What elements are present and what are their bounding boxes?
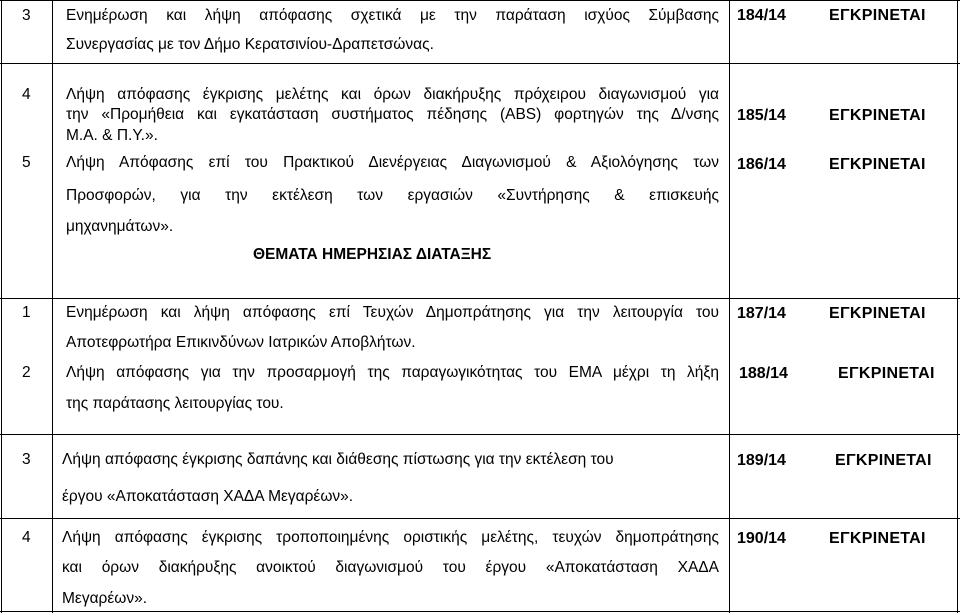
row-divider xyxy=(0,298,960,299)
decision-number: 188/14 xyxy=(739,365,788,382)
item-description-line: Ενημέρωση και λήψη απόφασης σχετικά με την παράταση ισχύος Σύμβασης xyxy=(66,7,719,24)
row-divider xyxy=(0,63,960,64)
item-description-line: Μ.Α. & Π.Υ.». xyxy=(66,127,158,144)
item-number: 3 xyxy=(22,7,31,24)
item-description-line: Λήψη απόφασης έγκρισης τροποποιημένης οριστικής μελέτης, τευχών δημοπράτησης xyxy=(62,529,719,546)
column-divider xyxy=(729,0,730,613)
decision-number: 187/14 xyxy=(737,305,786,322)
status-badge: ΕΓΚΡΙΝΕΤΑΙ xyxy=(829,107,926,124)
decision-number: 190/14 xyxy=(737,530,786,547)
item-description-line: την «Προμήθεια και εγκατάσταση συστήματος πέδησης (ABS) φορτηγών της Δ/νσης xyxy=(66,106,719,123)
item-description-line: και όρων διακήρυξης ανοικτού διαγωνισμού του έργου «Αποκατάσταση ΧΑΔΑ xyxy=(62,559,719,576)
item-number: 1 xyxy=(22,304,31,321)
decision-number: 189/14 xyxy=(737,452,786,469)
column-divider xyxy=(1,0,2,613)
item-number: 4 xyxy=(22,529,31,546)
column-divider xyxy=(52,0,53,613)
item-number: 4 xyxy=(22,86,31,103)
status-badge: ΕΓΚΡΙΝΕΤΑΙ xyxy=(829,530,926,547)
item-description-line: Ενημέρωση και λήψη απόφασης επί Τευχών Δημοπράτησης για την λειτουργία του xyxy=(66,304,719,321)
item-description-line: Λήψη Απόφασης επί του Πρακτικού Διενέργειας Διαγωνισμού & Αξιολόγησης των xyxy=(66,154,719,171)
item-description-line: Συνεργασίας με τον Δήμο Κερατσινίου-Δραπετσώνας. xyxy=(66,36,434,53)
item-description-line: Λήψη απόφασης για την προσαρμογή της παραγωγικότητας του ΕΜΑ μέχρι τη λήξη xyxy=(66,364,719,381)
row-divider xyxy=(0,611,960,612)
decision-number: 185/14 xyxy=(737,107,786,124)
status-badge: ΕΓΚΡΙΝΕΤΑΙ xyxy=(829,7,926,24)
item-description-line: Αποτεφρωτήρα Επικινδύνων Ιατρικών Αποβλήτων. xyxy=(66,334,416,351)
section-heading: ΘΕΜΑΤΑ ΗΜΕΡΗΣΙΑΣ ΔΙΑΤΑΞΗΣ xyxy=(253,246,492,263)
item-number: 2 xyxy=(22,364,31,381)
row-divider xyxy=(0,434,960,435)
item-number: 5 xyxy=(22,154,31,171)
item-description-line: έργου «Αποκατάσταση ΧΑΔΑ Μεγαρέων». xyxy=(62,488,354,505)
item-description-line: μηχανημάτων». xyxy=(66,218,174,235)
status-badge: ΕΓΚΡΙΝΕΤΑΙ xyxy=(838,365,935,382)
status-badge: ΕΓΚΡΙΝΕΤΑΙ xyxy=(829,305,926,322)
item-description-line: Μεγαρέων». xyxy=(62,590,148,607)
item-description-line: Προσφορών, για την εκτέλεση των εργασιών «Συντήρησης & επισκευής xyxy=(66,187,719,204)
column-divider xyxy=(957,0,958,613)
decision-number: 186/14 xyxy=(737,156,786,173)
status-badge: ΕΓΚΡΙΝΕΤΑΙ xyxy=(829,156,926,173)
item-number: 3 xyxy=(22,451,31,468)
item-description-line: της παράτασης λειτουργίας του. xyxy=(66,395,284,412)
row-divider xyxy=(0,518,960,519)
decision-number: 184/14 xyxy=(737,7,786,24)
item-description-line: Λήψη απόφασης έγκρισης μελέτης και όρων διακήρυξης πρόχειρου διαγωνισμού για xyxy=(66,86,719,103)
status-badge: ΕΓΚΡΙΝΕΤΑΙ xyxy=(835,452,932,469)
row-divider xyxy=(0,0,960,1)
item-description-line: Λήψη απόφασης έγκρισης δαπάνης και διάθεσης πίστωσης για την εκτέλεση του xyxy=(62,451,614,468)
